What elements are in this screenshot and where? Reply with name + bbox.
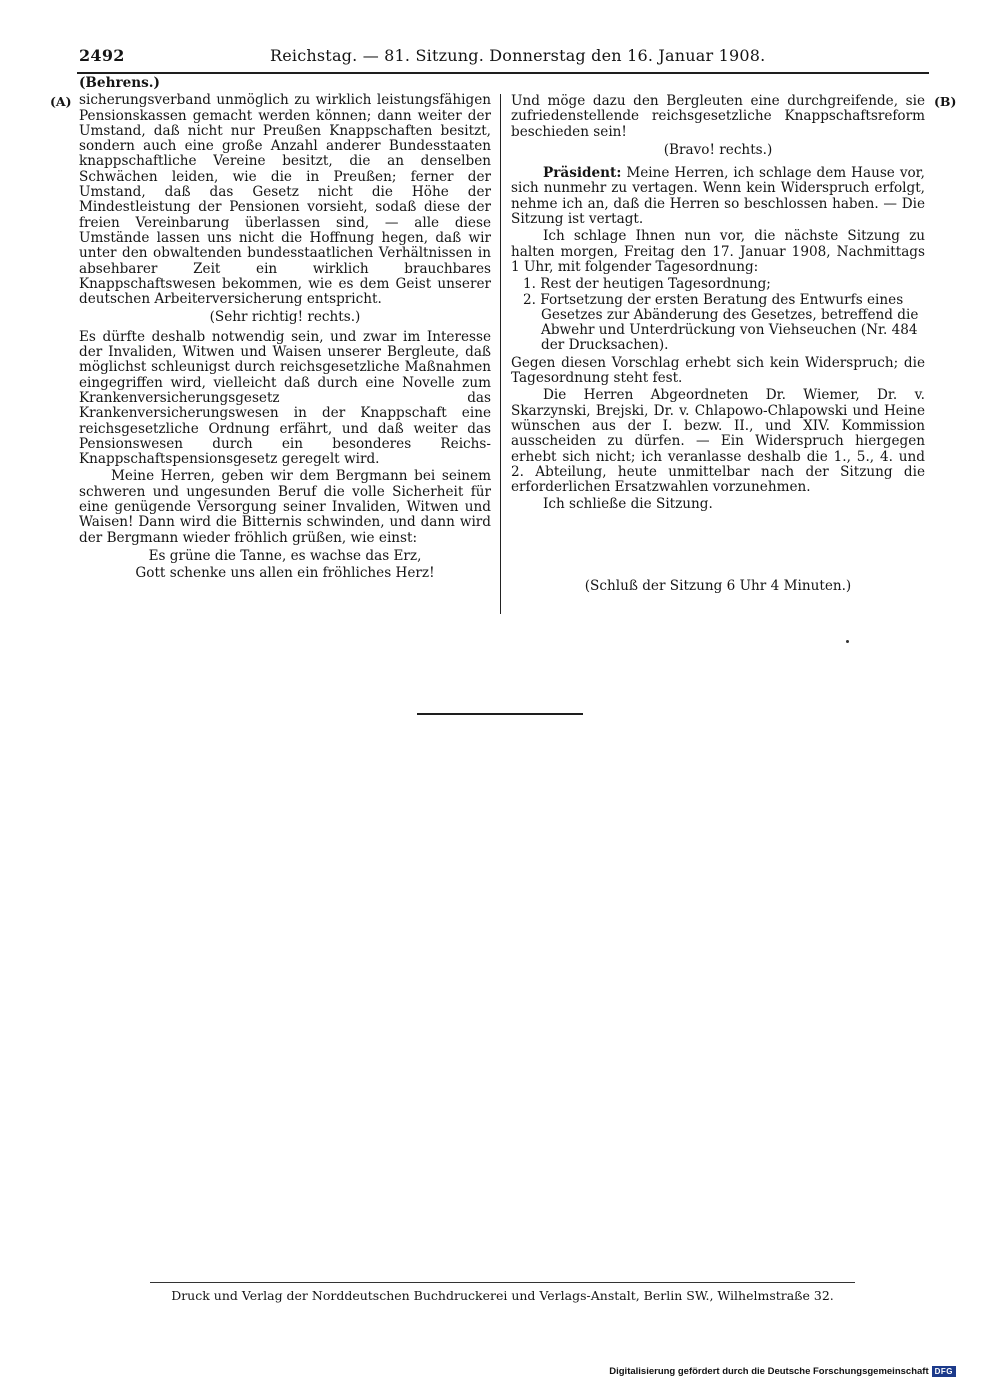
applause-right: (Bravo! rechts.): [663, 141, 773, 158]
end-of-session: (Schluß der Sitzung 6 Uhr 4 Minuten.): [584, 578, 852, 594]
agenda-item: 1. Rest der heutigen Tagesordnung;: [523, 276, 771, 293]
speaker-name-president: Präsident:: [543, 165, 622, 182]
digitization-text: Digitalisierung gefördert durch die Deutsche Forschungsgemeinschaft: [609, 1366, 929, 1377]
margin-mark-left: (A): [50, 94, 72, 109]
closing-statement: Ich schließe die Sitzung.: [543, 496, 713, 513]
verse-line: Gott schenke uns allen ein fröhliches Herz!: [135, 564, 435, 581]
footer-rule: [150, 1282, 855, 1283]
page-number: 2492: [79, 46, 125, 65]
column-divider: [500, 94, 501, 614]
president-text: Meine Herren, ich schlage dem Hause vor, sich nunmehr zu vertagen. Wenn kein Widerspruch erfolgt, nehme ich an, daß die Herren so beschlossen haben. — Die Sitzung ist vertagt.: [511, 165, 926, 228]
digitization-note: [609, 1366, 956, 1377]
margin-mark-right: (B): [934, 94, 957, 109]
header-rule: [77, 72, 929, 74]
left-paragraph-3: Meine Herren, geben wir dem Bergmann bei seinem schweren und ungesunden Beruf die volle Sicherheit für eine genügende Versorgung seiner Invaliden, Witwen und Waisen! Dann wird die Bitternis schwinden, und dann wird der Bergmann wieder fröhlich grüßen, wie einst:: [79, 468, 491, 546]
running-title: Reichstag. — 81. Sitzung. Donnerstag den 16. Januar 1908.: [270, 46, 766, 65]
agenda-list: [511, 277, 925, 353]
printer-imprint: Druck und Verlag der Norddeutschen Buchdruckerei und Verlags-Anstalt, Berlin SW., Wilhelmstraße 32.: [171, 1288, 834, 1303]
right-column: [511, 94, 925, 515]
right-continuation: Und möge dazu den Bergleuten eine durchgreifende, sie zufriedenstellende reichsgesetzliche Knappschaftsreform beschieden sein!: [511, 93, 925, 140]
agenda-item: 2. Fortsetzung der ersten Beratung des Entwurfs eines Gesetzes zur Abänderung des Gesetzes, betreffend die Abwehr und Unterdrückung von Viehseuchen (Nr. 484 der Drucksachen).: [523, 291, 919, 354]
stray-mark: [846, 640, 849, 643]
president-remarks: [511, 166, 925, 227]
verse-line: Es grüne die Tanne, es wachse das Erz,: [148, 547, 422, 564]
end-rule: [417, 713, 583, 715]
next-session-proposal: Ich schlage Ihnen nun vor, die nächste Sitzung zu halten morgen, Freitag den 17. Januar 1908, Nachmittags 1 Uhr, mit folgender Tagesordnung:: [511, 228, 925, 275]
dfg-logo-icon: DFG: [932, 1366, 956, 1377]
commission-notice: Die Herren Abgeordneten Dr. Wiemer, Dr. v. Skarzynski, Brejski, Dr. v. Chlapowo-Chlapowski und Heine wünschen aus der I. bezw. II., und XIV. Kommission ausscheiden zu dürfen. — Ein Widerspruch hiergegen erhebt sich nicht; ich veranlasse deshalb die 1., 5., 4. und 2. Abteilung, heute unmittelbar nach der Sitzung die erforderlichen Ersatzwahlen vorzunehmen.: [511, 387, 925, 496]
left-column: [79, 76, 491, 582]
left-paragraph-1: sicherungsverband unmöglich zu wirklich leistungsfähigen Pensionskassen gemacht werden können; dann weiter der Umstand, daß nicht nur Preußen Knappschaften besitzt, sondern auch eine große Anzahl anderer Bundesstaaten knappschaftliche Vereine besitzt, die an denselben Schwächen leiden, wie die in Preußen; ferner der Umstand, daß das Gesetz nicht die Höhe der Mindestleistung der Pensionen vorsieht, sodaß diese der freien Vereinbarung überlassen sind, — alle diese Umstände lassen uns nicht die Hoffnung hegen, daß wir unter den obwaltenden bundesstaatlichen Verhältnissen in absehbarer Zeit ein wirklich brauchbares Knappschaftswesen bekommen, wie es dem Geist unserer deutschen Arbeiterversicherung entspricht.: [79, 92, 491, 308]
no-objection-note: Gegen diesen Vorschlag erhebt sich kein Widerspruch; die Tagesordnung steht fest.: [511, 354, 925, 387]
applause-left: (Sehr richtig! rechts.): [209, 309, 361, 326]
speaker-tag: (Behrens.): [79, 75, 160, 91]
verse-block: [79, 548, 491, 582]
left-paragraph-2: Es dürfte deshalb notwendig sein, und zwar im Interesse der Invaliden, Witwen und Waisen unserer Bergleute, daß möglichst schleunigst durch reichsgesetzliche Maßnahmen eingegriffen wird, vielleicht daß durch eine Novelle zum Krankenversicherungsgesetz das Krankenversicherungswesen in der Knappschaft eine reichsgesetzliche Ordnung erfährt, und daß weiter das Pensionswesen durch ein besonderes Reichs-Knappschaftspensionsgesetz geregelt wird.: [79, 328, 491, 468]
